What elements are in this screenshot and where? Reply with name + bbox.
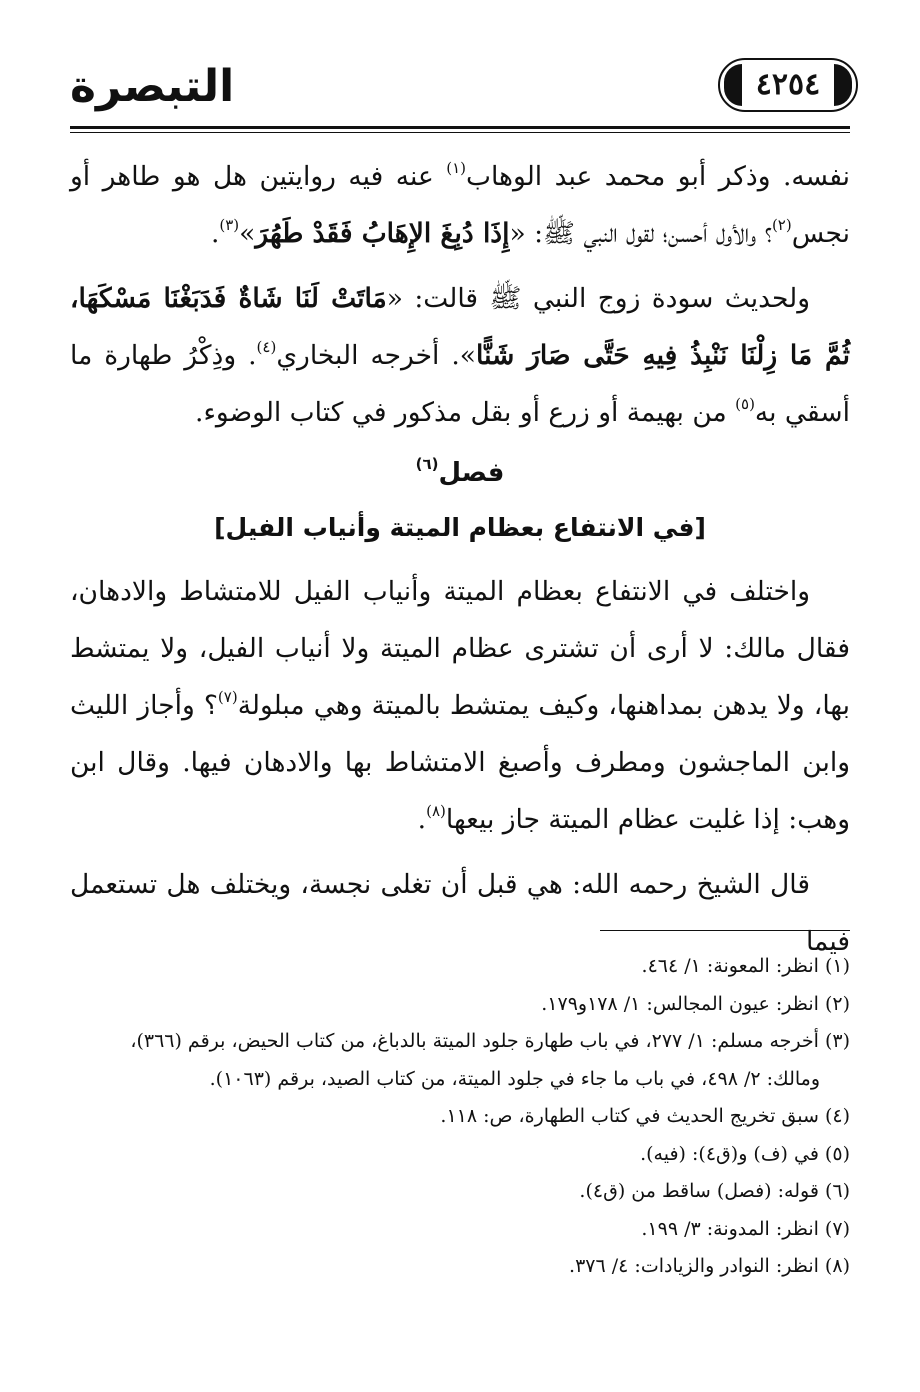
footnote-ref-8: (٨)	[426, 802, 446, 820]
paragraph-2	[70, 270, 850, 441]
paragraph-3	[70, 563, 850, 848]
footnote-ref-5: (٥)	[735, 395, 755, 413]
p3-text-b: ؟ وأجاز الليث وابن الماجشون ومطرف وأصبغ الامتشاط بها والادهان فيها. وقال ابن وهب: إذا غليت عظام الميتة جاز بيعها	[70, 690, 850, 835]
p1-text-a: نفسه. وذكر أبو محمد عبد الوهاب	[466, 161, 850, 192]
footnote-1: (١) انظر: المعونة: ١/ ٤٦٤.	[641, 955, 850, 977]
footnote-8: (٨) انظر: النوادر والزيادات: ٤/ ٣٧٦.	[569, 1255, 850, 1277]
footnote-ref-2: (٢)	[771, 216, 792, 234]
paragraph-1	[70, 148, 850, 262]
footnote-ref-4: (٤)	[256, 338, 277, 356]
hadith-quote-2: مَاتَتْ لَنَا شَاةٌ فَدَبَغْنَا مَسْكَهَا، ثُمَّ مَا زِلْنَا نَنْبِذُ فِيهِ حَتَّى صَارَ شَنًّا	[70, 283, 850, 371]
p1-text-c: ؟ والأول أحسن؛ لقول النبي ﷺ: «	[509, 218, 772, 249]
footnote-ref-6: (٦)	[415, 455, 439, 473]
main-text	[70, 148, 850, 970]
section-heading	[70, 447, 850, 499]
footnote-ref-7: (٧)	[217, 688, 238, 706]
p1-text-d: »	[239, 218, 256, 249]
badge-left-cap	[724, 64, 742, 106]
p1-text-b: عنه فيه روايتين هل هو طاهر أو نجس	[70, 161, 850, 249]
p2-text-b: ». أخرجه البخاري	[276, 340, 477, 371]
page-header	[70, 52, 850, 132]
section-title: فصل	[438, 458, 505, 488]
page-number-badge	[718, 58, 858, 112]
p3-text-c: .	[417, 804, 427, 835]
footnote-3: (٣) أخرجه مسلم: ١/ ٢٧٧، في باب طهارة جلود الميتة بالدباغ، من كتاب الحيض، برقم (٣٦٦)،	[130, 1030, 850, 1052]
header-rule	[70, 126, 850, 129]
footnote-7: (٧) انظر: المدونة: ٣/ ١٩٩.	[641, 1217, 850, 1240]
p1-text-e: .	[210, 218, 220, 249]
p2-text-a: ولحديث سودة زوج النبي ﷺ قالت: «	[386, 283, 810, 314]
footnote-ref-3: (٣)	[219, 216, 240, 234]
footnote-ref-1: (١)	[446, 159, 467, 177]
footnotes	[70, 948, 850, 1286]
badge-right-cap	[834, 64, 852, 106]
footnote-2: (٢) انظر: عيون المجالس: ١/ ١٧٨و١٧٩.	[541, 992, 850, 1015]
page-number: ٤٢٥٤	[755, 67, 821, 102]
book-title: التبصرة	[70, 61, 235, 112]
header-rule-thin	[70, 132, 850, 133]
p3-text-a: واختلف في الانتفاع بعظام الميتة وأنياب الفيل للامتشاط والادهان، فقال مالك: لا أرى أن تشترى عظام الميتة ولا أنياب الفيل، ولا يمتشط بها، ولا يدهن بمداهنها، وكيف يمتشط بالميتة وهي مبلولة	[70, 576, 850, 721]
p2-text-d: من بهيمة أو زرع أو بقل مذكور في كتاب الوضوء.	[195, 397, 736, 428]
footnote-5: (٥) في (ف) و(ق٤): (فيه).	[640, 1142, 850, 1165]
p4-text-a: قال الشيخ رحمه الله: هي قبل أن تغلى نجسة، ويختلف هل تستعمل فيما	[70, 869, 850, 957]
section-subtitle: [في الانتفاع بعظام الميتة وأنياب الفيل]	[214, 513, 706, 542]
footnote-6: (٦) قوله: (فصل) ساقط من (ق٤).	[579, 1180, 850, 1202]
footnote-3-continued: ومالك: ٢/ ٤٩٨، في باب ما جاء في جلود الميتة، من كتاب الصيد، برقم (١٠٦٣).	[209, 1067, 820, 1090]
p2-text-c: . وذِكْرُ طهارة ما أسقي به	[70, 340, 850, 428]
footnote-separator	[600, 930, 850, 931]
footnote-4: (٤) سبق تخريج الحديث في كتاب الطهارة، ص: ١١٨.	[440, 1105, 850, 1127]
hadith-quote-1: إِذَا دُبِغَ الإِهَابُ فَقَدْ طَهُرَ	[255, 218, 510, 249]
